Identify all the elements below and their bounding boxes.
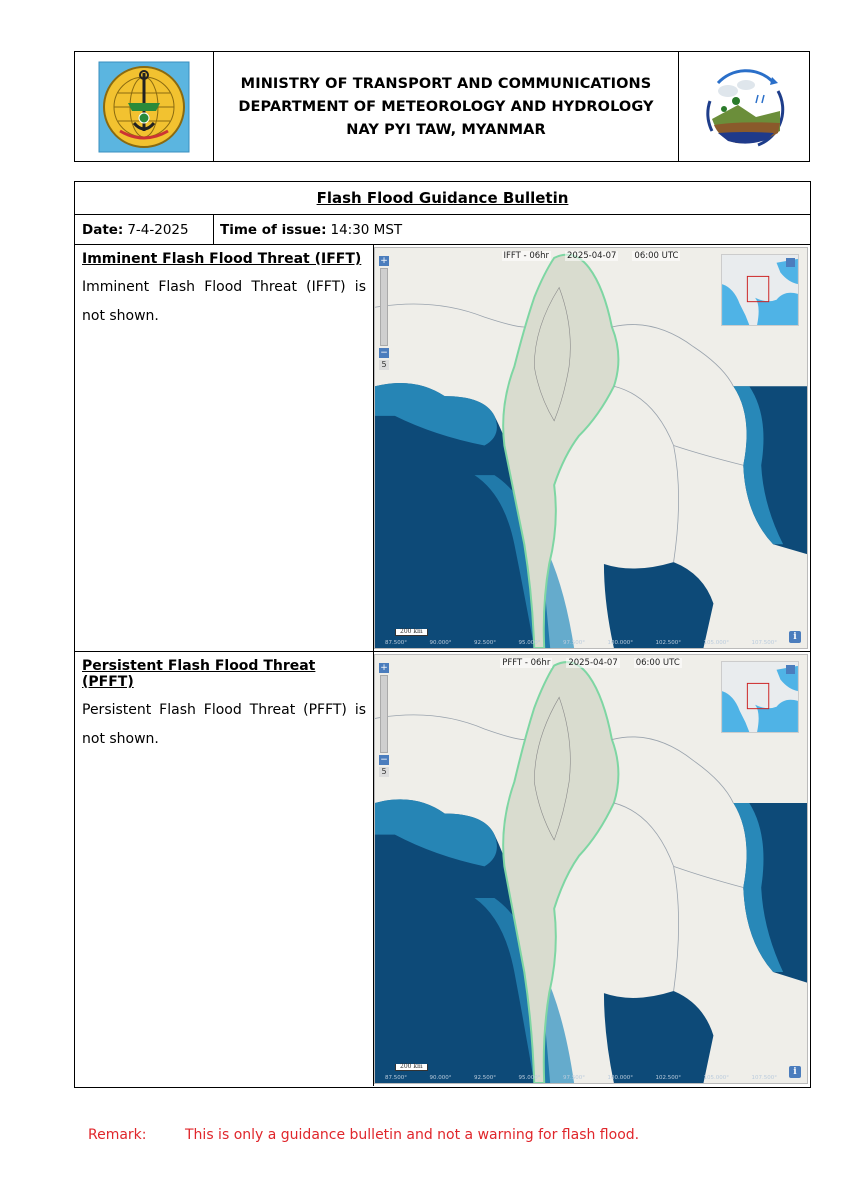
ifft-heading: Imminent Flash Flood Threat (IFFT): [82, 251, 362, 267]
header-table: [74, 51, 810, 162]
lon-label: 95.000°: [518, 1075, 541, 1081]
bulletin-title: Flash Flood Guidance Bulletin: [316, 189, 569, 207]
remark-text: This is only a guidance bulletin and not a warning for flash flood.: [185, 1127, 640, 1143]
pfft-longitude-labels: [385, 1075, 777, 1081]
ifft-map[interactable]: [374, 247, 808, 649]
remark: [88, 1127, 639, 1143]
ifft-overview-inset[interactable]: [721, 254, 799, 326]
ifft-body: Imminent Flash Flood Threat (IFFT) is not shown.: [82, 279, 366, 324]
time-label: Time of issue:: [220, 221, 327, 238]
ifft-longitude-labels: [385, 640, 777, 646]
zoom-out-button[interactable]: −: [380, 348, 388, 358]
lon-label: 90.000°: [429, 640, 452, 646]
lon-label: 87.500°: [385, 1075, 407, 1081]
pfft-map-date: 2025-04-07: [568, 658, 618, 668]
bulletin-title-row: [75, 182, 810, 215]
hydrology-cycle-icon: [698, 61, 790, 153]
pfft-map-product: PFFT - 06hr: [502, 658, 551, 668]
date-cell: [75, 215, 214, 244]
ifft-section: [75, 245, 810, 652]
pfft-section: [75, 652, 810, 1086]
ifft-text-cell: [75, 245, 374, 651]
header-left-logo-cell: [75, 52, 214, 161]
pfft-map-time: 06:00 UTC: [635, 658, 680, 668]
time-cell: [214, 215, 810, 244]
date-label: Date:: [82, 221, 124, 238]
ministry-emblem-icon: [98, 61, 190, 153]
lon-label: 92.500°: [474, 1075, 496, 1081]
lon-label: 105.000°: [703, 1075, 729, 1081]
lon-label: 107.500°: [751, 640, 777, 646]
lon-label: 100.000°: [607, 1075, 633, 1081]
lon-label: 107.500°: [751, 1075, 777, 1081]
pfft-scale-bar: 200 km: [395, 1064, 428, 1071]
ifft-scale-bar: 200 km: [395, 629, 428, 636]
pfft-info-button[interactable]: i: [789, 1066, 801, 1078]
lon-label: 97.500°: [563, 1075, 585, 1081]
lon-label: 95.000°: [518, 640, 541, 646]
pfft-body: Persistent Flash Flood Threat (PFFT) is not shown.: [82, 702, 366, 747]
pfft-heading: Persistent Flash Flood Threat (PFFT): [82, 658, 316, 690]
bulletin-table: [74, 181, 811, 1088]
bulletin-date-row: [75, 215, 810, 245]
zoom-in-button[interactable]: +: [380, 663, 388, 673]
inset-toggle-button[interactable]: [786, 665, 795, 674]
ifft-map-date: 2025-04-07: [567, 251, 617, 261]
ifft-zoom-control: [379, 256, 389, 370]
pfft-text-cell: [75, 652, 374, 1086]
lon-label: 105.000°: [703, 640, 729, 646]
date-value: 7-4-2025: [127, 221, 189, 238]
ifft-map-time: 06:00 UTC: [634, 251, 679, 261]
time-value: 14:30 MST: [330, 221, 403, 238]
pfft-map-cell: [374, 652, 810, 1086]
inset-toggle-button[interactable]: [786, 258, 795, 267]
lon-label: 92.500°: [474, 640, 496, 646]
zoom-slider[interactable]: [380, 268, 388, 346]
lon-label: 87.500°: [385, 640, 407, 646]
pfft-map[interactable]: [374, 654, 808, 1084]
pfft-overview-inset[interactable]: [721, 661, 799, 733]
header-title-cell: [214, 52, 679, 161]
zoom-level: 5: [379, 767, 389, 777]
zoom-level: 5: [379, 360, 389, 370]
lon-label: 100.000°: [607, 640, 633, 646]
zoom-slider[interactable]: [380, 675, 388, 753]
lon-label: 90.000°: [429, 1075, 452, 1081]
pfft-zoom-control: [379, 663, 389, 777]
zoom-in-button[interactable]: +: [380, 256, 388, 266]
ifft-info-button[interactable]: i: [789, 631, 801, 643]
remark-label: Remark:: [88, 1127, 147, 1143]
lon-label: 102.500°: [655, 640, 681, 646]
department-name: DEPARTMENT OF METEOROLOGY AND HYDROLOGY: [238, 98, 654, 115]
ministry-name: MINISTRY OF TRANSPORT AND COMMUNICATIONS: [240, 75, 652, 92]
lon-label: 102.500°: [655, 1075, 681, 1081]
zoom-out-button[interactable]: −: [380, 755, 388, 765]
header-right-logo-cell: [679, 52, 809, 161]
ifft-map-cell: [374, 245, 810, 651]
lon-label: 97.500°: [563, 640, 585, 646]
ifft-map-product: IFFT - 06hr: [503, 251, 550, 261]
location-name: NAY PYI TAW, MYANMAR: [346, 121, 546, 138]
